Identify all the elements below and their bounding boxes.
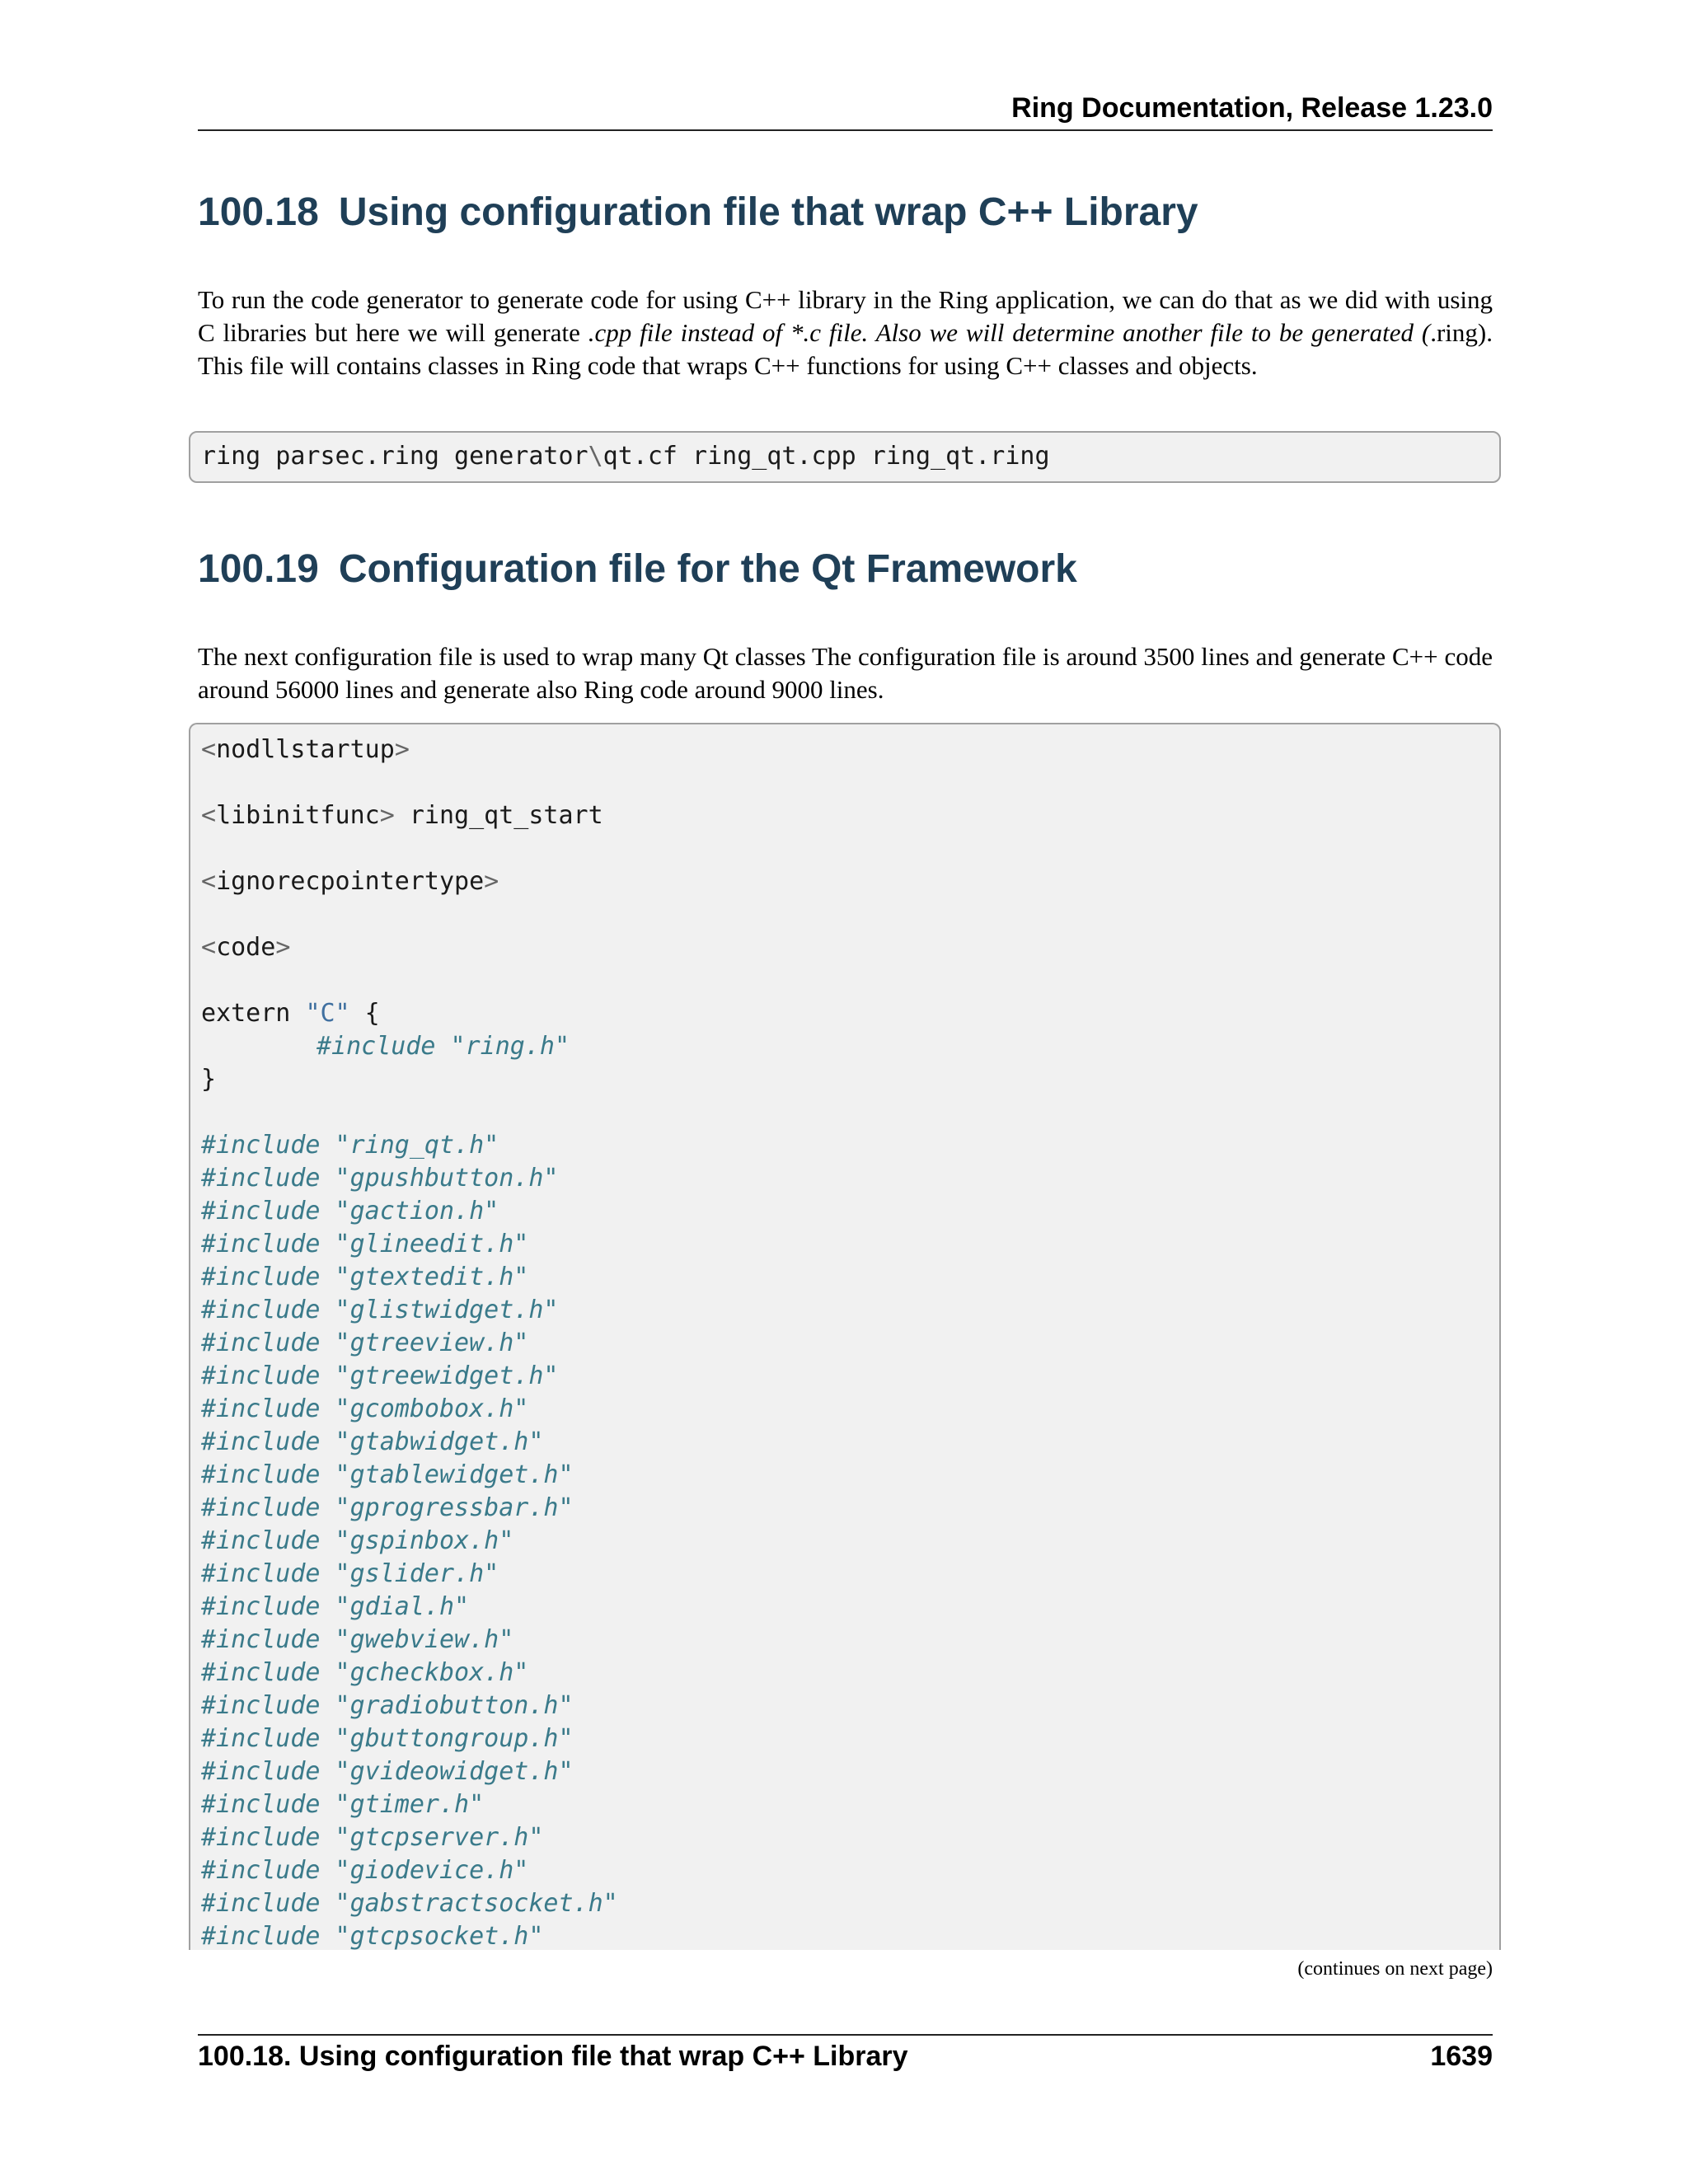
page-number: 1639 <box>1430 2041 1493 2072</box>
include-line <box>201 1459 574 1492</box>
include-line <box>201 1854 528 1887</box>
preprocessor-include: #include "gdial.h" <box>201 1592 470 1621</box>
preprocessor-include: #include "gaction.h" <box>201 1197 499 1226</box>
include-line <box>201 1722 574 1755</box>
preprocessor-include: #include "gabstractsocket.h" <box>201 1889 618 1918</box>
section-paragraph: The next configuration file is used to wrap many Qt classes The configuration file is around 3500 lines and generate C++ code around 56000 lines and generate also Ring code around 9000 lines. <box>198 642 1493 704</box>
code-line-code-tag <box>201 931 290 964</box>
close-brace: } <box>201 1065 217 1094</box>
section-title: Configuration file for the Qt Framework <box>338 547 1077 591</box>
preprocessor-include: #include "gspinbox.h" <box>201 1526 514 1555</box>
include-line <box>201 1162 558 1195</box>
include-line <box>201 1327 528 1360</box>
angle-bracket: < <box>201 867 217 896</box>
preprocessor-include: #include "gcombobox.h" <box>201 1394 529 1423</box>
preprocessor-include: #include "ring_qt.h" <box>201 1131 499 1160</box>
config-tag: libinitfunc <box>216 801 380 830</box>
preprocessor-include: #include "giodevice.h" <box>201 1856 529 1885</box>
include-line <box>201 1690 574 1722</box>
preprocessor-include: #include "gbuttongroup.h" <box>201 1724 574 1753</box>
include-line <box>201 1657 528 1690</box>
include-line <box>201 1228 528 1261</box>
preprocessor-include: #include "ring.h" <box>316 1032 570 1061</box>
include-line <box>201 1821 543 1854</box>
include-line <box>201 1129 499 1162</box>
code-line-libinitfunc <box>201 799 603 832</box>
preprocessor-include: #include "gprogressbar.h" <box>201 1493 574 1522</box>
path-separator: \ <box>588 442 603 471</box>
angle-bracket: < <box>201 735 217 764</box>
config-tag: nodllstartup <box>216 735 395 764</box>
open-brace: { <box>349 999 380 1028</box>
angle-bracket: > <box>484 867 499 896</box>
footer-rule <box>198 2034 1493 2036</box>
preprocessor-include: #include "gtcpserver.h" <box>201 1823 544 1852</box>
include-line <box>201 1887 618 1920</box>
include-line <box>201 1294 558 1327</box>
config-tag: ignorecpointertype <box>216 867 485 896</box>
include-line <box>201 1492 574 1525</box>
preprocessor-include: #include "gpushbutton.h" <box>201 1164 559 1193</box>
include-line <box>201 1426 543 1459</box>
angle-bracket: < <box>201 801 217 830</box>
running-header: Ring Documentation, Release 1.23.0 <box>1011 92 1493 124</box>
command-line <box>201 440 1050 473</box>
preprocessor-include: #include "gtimer.h" <box>201 1790 485 1819</box>
section-number: 100.18 <box>198 190 319 234</box>
preprocessor-include: #include "gtcpsocket.h" <box>201 1922 544 1951</box>
angle-bracket: > <box>379 801 395 830</box>
include-line <box>201 1591 469 1624</box>
section-heading-100-19 <box>198 546 1077 592</box>
config-tag: code <box>216 933 276 962</box>
preprocessor-include: #include "gtreeview.h" <box>201 1329 529 1357</box>
preprocessor-include: #include "gvideowidget.h" <box>201 1757 574 1786</box>
preprocessor-include: #include "glistwidget.h" <box>201 1296 559 1324</box>
preprocessor-include: #include "gcheckbox.h" <box>201 1658 529 1687</box>
include-line <box>201 1558 499 1591</box>
include-line <box>201 1195 499 1228</box>
preprocessor-include: #include "gwebview.h" <box>201 1625 514 1654</box>
section-paragraph <box>198 284 1493 382</box>
include-line <box>201 1920 543 1953</box>
include-line <box>201 1755 574 1788</box>
section-number: 100.19 <box>198 547 319 591</box>
paragraph-text: .ring). This file will contains classes in Ring code that wraps C++ functions for using C++ classes and objects. <box>198 318 1493 380</box>
preprocessor-include: #include "gtablewidget.h" <box>201 1460 574 1489</box>
code-line-inner-include <box>316 1030 570 1063</box>
preprocessor-include: #include "gradiobutton.h" <box>201 1691 574 1720</box>
section-heading-100-18 <box>198 190 1198 235</box>
command-segment: ring parsec.ring generator <box>201 442 588 471</box>
continues-note: (continues on next page) <box>1297 1958 1493 1980</box>
section-title: Using configuration file that wrap C++ Library <box>338 190 1198 234</box>
config-value: ring_qt_start <box>394 801 603 830</box>
angle-bracket: > <box>275 933 291 962</box>
header-rule <box>198 129 1493 131</box>
include-line <box>201 1788 484 1821</box>
config-code-block <box>189 723 1501 1950</box>
preprocessor-include: #include "gtabwidget.h" <box>201 1427 544 1456</box>
include-line <box>201 1624 513 1657</box>
angle-bracket: < <box>201 933 217 962</box>
command-segment: qt.cf ring_qt.cpp ring_qt.ring <box>603 442 1050 471</box>
preprocessor-include: #include "gtreewidget.h" <box>201 1361 559 1390</box>
code-line-extern <box>201 997 380 1030</box>
include-line <box>201 1393 528 1426</box>
footer-section-title: 100.18. Using configuration file that wrap C++ Library <box>198 2041 908 2072</box>
paragraph-text: To run the code generator to generate code for using C++ library in the Ring application, we can do that as we did with using C libraries but here we will generate <box>198 285 1493 347</box>
preprocessor-include: #include "gtextedit.h" <box>201 1263 529 1291</box>
include-line <box>201 1525 513 1558</box>
preprocessor-include: #include "glineedit.h" <box>201 1230 529 1258</box>
paragraph-italic-text: .cpp file instead of *.c file. Also we will determine another file to be generated ( <box>588 318 1431 347</box>
angle-bracket: > <box>394 735 410 764</box>
command-code-block <box>189 431 1501 483</box>
extern-keyword: extern <box>201 999 306 1028</box>
include-line <box>201 1261 528 1294</box>
code-line-ignorecpointertype <box>201 865 499 898</box>
preprocessor-include: #include "gslider.h" <box>201 1559 499 1588</box>
code-line-nodllstartup <box>201 733 410 766</box>
extern-string: "C" <box>305 999 350 1028</box>
include-line <box>201 1360 558 1393</box>
code-line-close-brace <box>201 1063 216 1096</box>
